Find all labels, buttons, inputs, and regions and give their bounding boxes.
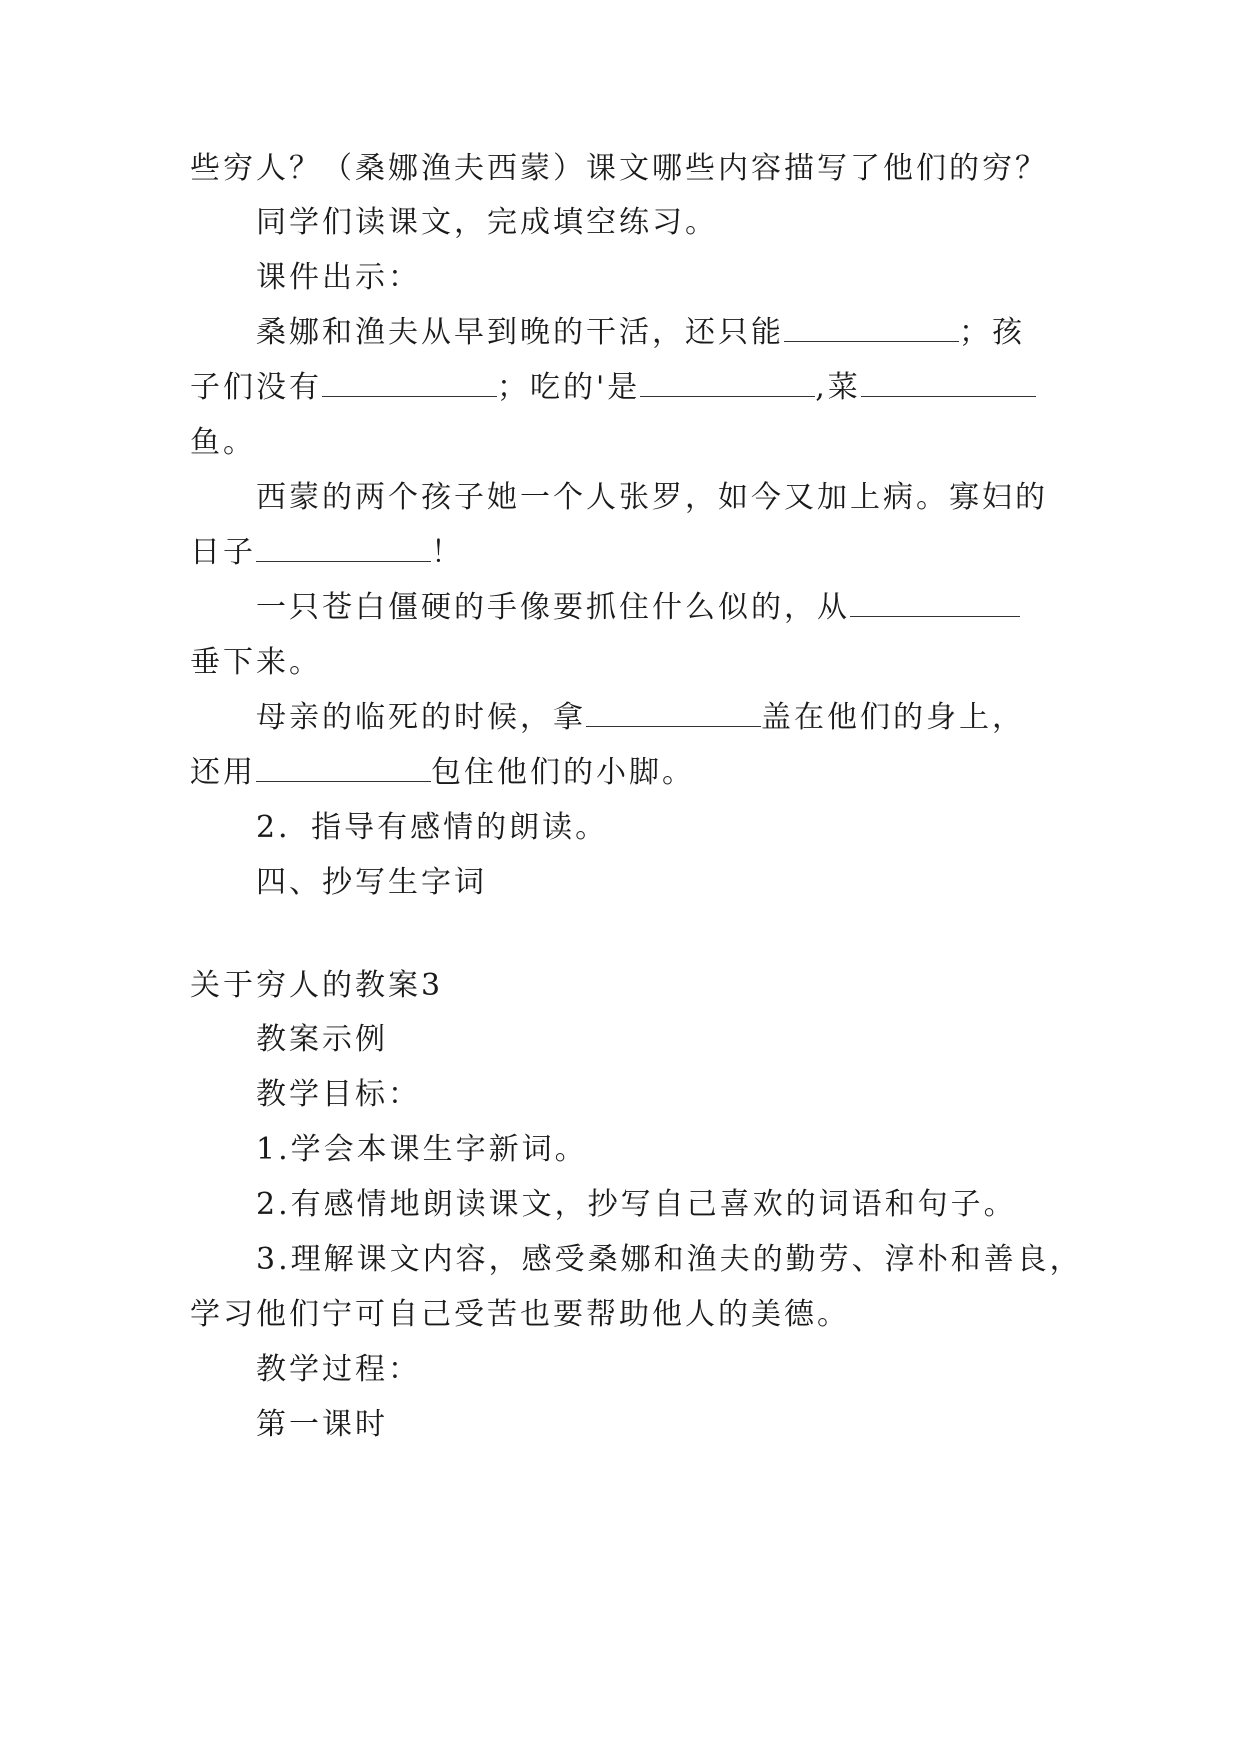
text: 教学过程： xyxy=(256,1352,421,1387)
paragraph-line xyxy=(256,1022,1060,1058)
paragraph-line xyxy=(190,151,1060,187)
text: 1.学会本课生字新词。 xyxy=(256,1132,588,1167)
heading-text: 关于穷人的教案3 xyxy=(190,968,444,1003)
text: 教案示例 xyxy=(256,1022,388,1057)
blank-underline xyxy=(256,779,431,782)
text: 垂下来。 xyxy=(190,645,322,680)
blank-underline xyxy=(256,559,431,562)
paragraph-line xyxy=(256,480,1060,516)
fill-in-line xyxy=(190,535,1060,571)
paragraph-line xyxy=(256,205,1060,241)
text: 课件出示： xyxy=(256,260,421,295)
list-item xyxy=(256,1132,1060,1168)
list-item xyxy=(256,1242,1083,1278)
fill-in-line xyxy=(256,590,1060,626)
text: 些穷人？（桑娜渔夫西蒙）课文哪些内容描写了他们的穷？ xyxy=(190,151,1048,186)
blank-underline xyxy=(586,724,761,727)
text: ,菜 xyxy=(815,370,861,405)
text: 同学们读课文，完成填空练习。 xyxy=(256,205,718,240)
blank-underline xyxy=(861,394,1036,397)
text: 盖在他们的身上， xyxy=(761,700,1025,735)
text: 桑娜和渔夫从早到晚的干活，还只能 xyxy=(256,315,784,350)
text: 鱼。 xyxy=(190,425,256,460)
text: 四、抄写生字词 xyxy=(256,865,487,900)
text: 母亲的临死的时候，拿 xyxy=(256,700,586,735)
blank-underline xyxy=(322,394,497,397)
paragraph-line xyxy=(256,260,1060,296)
fill-in-line xyxy=(256,700,1060,736)
blank-underline xyxy=(850,614,1020,617)
text: 教学目标： xyxy=(256,1077,421,1112)
text: 包住他们的小脚。 xyxy=(431,755,695,790)
paragraph-line xyxy=(190,425,1060,461)
text: 学习他们宁可自己受苦也要帮助他人的美德。 xyxy=(190,1297,850,1332)
fill-in-line xyxy=(256,315,1060,351)
text: 日子 xyxy=(190,535,256,570)
text: 子们没有 xyxy=(190,370,322,405)
paragraph-line xyxy=(256,810,1060,846)
text: ；孩 xyxy=(959,315,1025,350)
paragraph-line xyxy=(256,1077,1060,1113)
paragraph-line xyxy=(190,645,1060,681)
fill-in-line xyxy=(190,755,1060,791)
fill-in-line xyxy=(190,370,1060,406)
list-item xyxy=(256,1187,1060,1223)
blank-underline xyxy=(784,339,959,342)
paragraph-line xyxy=(256,1407,1060,1443)
text: 3.理解课文内容，感受桑娜和渔夫的勤劳、淳朴和善良， xyxy=(256,1242,1083,1277)
blank-underline xyxy=(640,394,815,397)
section-heading xyxy=(190,968,1060,1004)
paragraph-line xyxy=(256,865,1060,901)
text: 还用 xyxy=(190,755,256,790)
text: 2．指导有感情的朗读。 xyxy=(256,810,609,845)
paragraph-line xyxy=(256,1352,1060,1388)
text: 第一课时 xyxy=(256,1407,388,1442)
text: ！ xyxy=(431,535,464,570)
paragraph-line xyxy=(190,1297,1060,1333)
text: 一只苍白僵硬的手像要抓住什么似的，从 xyxy=(256,590,850,625)
text: ；吃的'是 xyxy=(497,370,641,405)
text: 2.有感情地朗读课文，抄写自己喜欢的词语和句子。 xyxy=(256,1187,1017,1222)
text: 西蒙的两个孩子她一个人张罗，如今又加上病。寡妇的 xyxy=(256,480,1048,515)
